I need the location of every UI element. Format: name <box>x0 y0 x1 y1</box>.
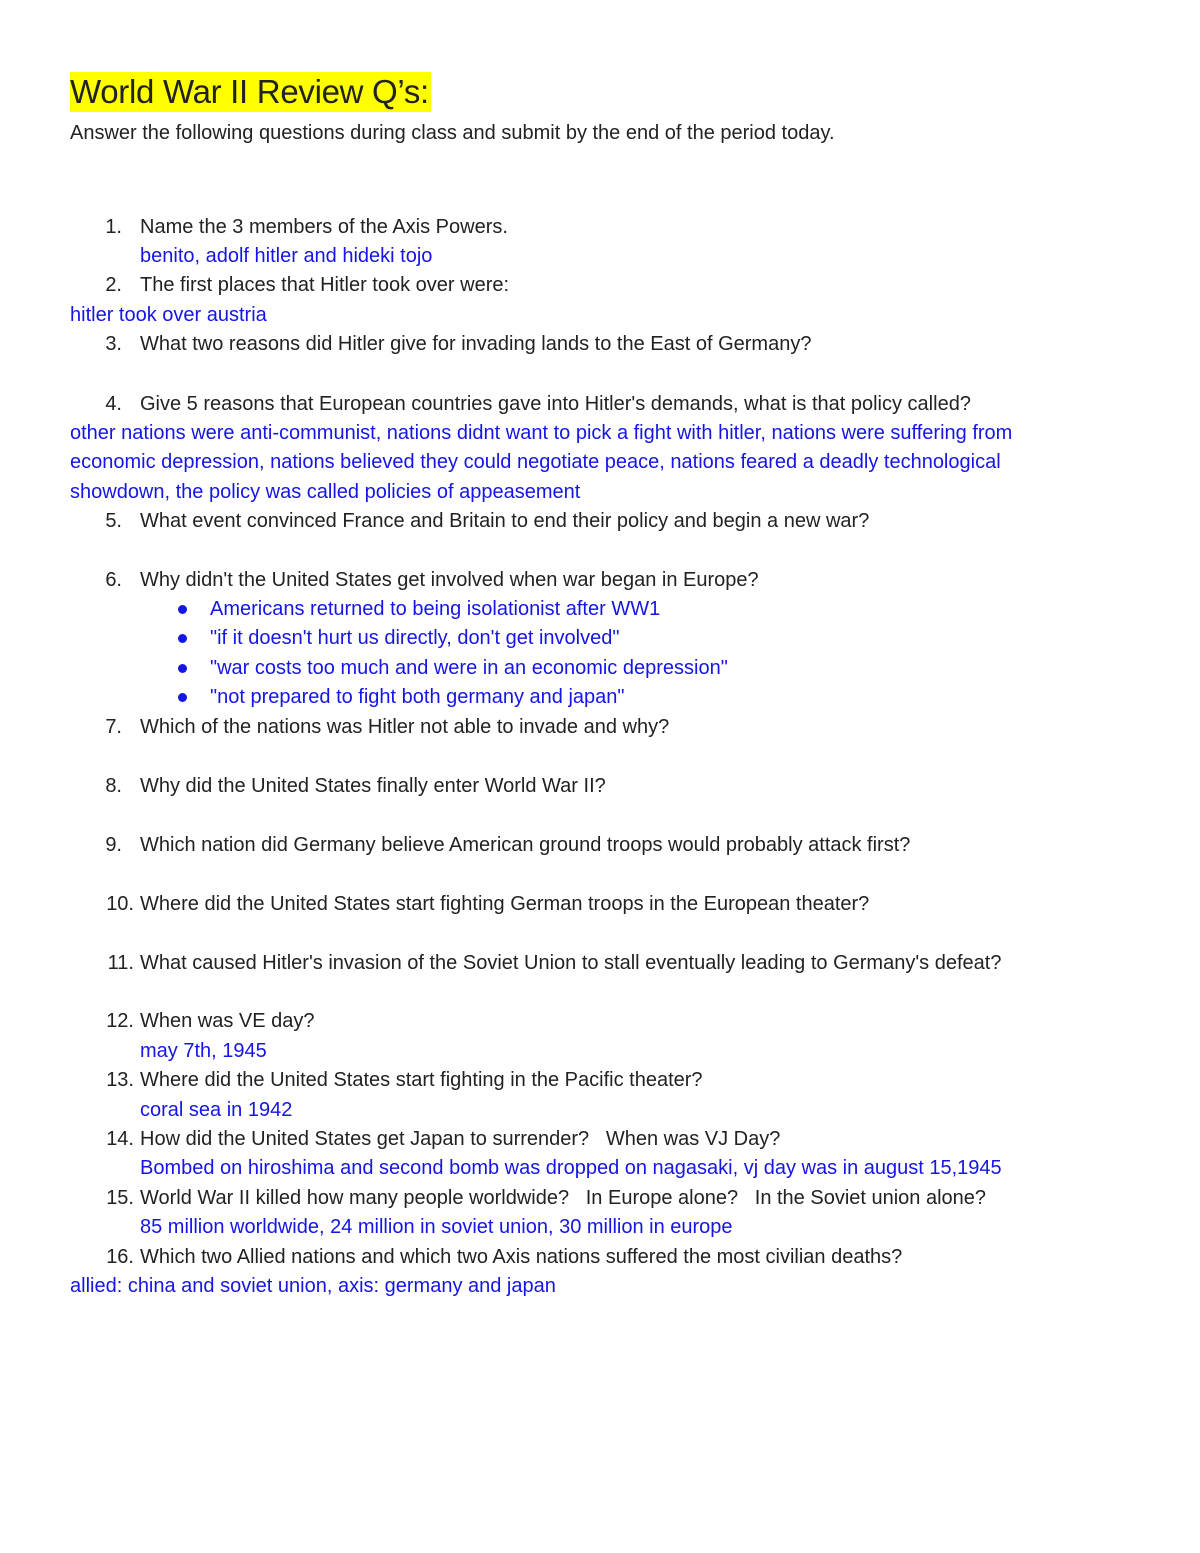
question-text: What event convinced France and Britain to end their policy and begin a new war? <box>140 510 870 532</box>
question-number: 1. <box>105 216 122 238</box>
question-text: What caused Hitler's invasion of the Soviet Union to stall eventually leading to Germany's defeat? <box>140 952 1002 974</box>
answer-16: allied: china and soviet union, axis: germany and japan <box>70 1275 556 1297</box>
answer-12: may 7th, 1945 <box>140 1040 267 1062</box>
question-number: 7. <box>105 716 122 738</box>
question-number: 8. <box>105 775 122 797</box>
bullet-icon <box>178 693 187 702</box>
question-text: Which two Allied nations and which two Axis nations suffered the most civilian deaths? <box>140 1246 903 1268</box>
question-number: 13. <box>106 1069 134 1091</box>
question-text: World War II killed how many people worldwide? In Europe alone? In the Soviet union alone? <box>140 1187 987 1209</box>
question-number: 2. <box>105 274 122 296</box>
answer-4-line-3: showdown, the policy was called policies of appeasement <box>70 481 581 503</box>
answer-13: coral sea in 1942 <box>140 1099 293 1121</box>
answer-1: benito, adolf hitler and hideki tojo <box>140 245 433 267</box>
question-number: 5. <box>105 510 122 532</box>
question-text: Which nation did Germany believe American ground troops would probably attack first? <box>140 834 911 856</box>
question-number: 3. <box>105 333 122 355</box>
answer-6-bullet-4: "not prepared to fight both germany and japan" <box>210 686 625 708</box>
question-number: 11. <box>107 952 134 974</box>
question-number: 15. <box>106 1187 134 1209</box>
question-text: How did the United States get Japan to surrender? When was VJ Day? <box>140 1128 781 1150</box>
question-number: 6. <box>105 569 122 591</box>
bullet-icon <box>178 664 187 673</box>
question-number: 12. <box>106 1010 134 1032</box>
question-text: Where did the United States start fighting German troops in the European theater? <box>140 893 870 915</box>
question-number: 16. <box>106 1246 134 1268</box>
question-text: Give 5 reasons that European countries gave into Hitler's demands, what is that policy called? <box>140 393 971 415</box>
question-number: 9. <box>105 834 122 856</box>
page-title: World War II Review Q’s: <box>70 73 429 110</box>
answer-4-line-1: other nations were anti-communist, nations didnt want to pick a fight with hitler, nations were suffering from <box>70 422 1013 444</box>
question-text: Why did the United States finally enter World War II? <box>140 775 606 797</box>
answer-2: hitler took over austria <box>70 304 267 326</box>
question-text: What two reasons did Hitler give for invading lands to the East of Germany? <box>140 333 812 355</box>
question-text: Name the 3 members of the Axis Powers. <box>140 216 508 238</box>
answer-6-bullet-2: "if it doesn't hurt us directly, don't get involved" <box>210 627 620 649</box>
bullet-icon <box>178 605 187 614</box>
answer-6-bullet-1: Americans returned to being isolationist after WW1 <box>210 598 661 620</box>
question-text: Why didn't the United States get involved when war began in Europe? <box>140 569 759 591</box>
question-number: 4. <box>105 393 122 415</box>
answer-14: Bombed on hiroshima and second bomb was dropped on nagasaki, vj day was in august 15,1945 <box>140 1157 1002 1179</box>
question-number: 10. <box>106 893 134 915</box>
question-text: The first places that Hitler took over were: <box>140 274 510 296</box>
question-number: 14. <box>106 1128 134 1150</box>
question-text: Where did the United States start fighting in the Pacific theater? <box>140 1069 703 1091</box>
instructions: Answer the following questions during class and submit by the end of the period today. <box>70 122 835 144</box>
answer-15: 85 million worldwide, 24 million in soviet union, 30 million in europe <box>140 1216 733 1238</box>
question-text: When was VE day? <box>140 1010 315 1032</box>
answer-4-line-2: economic depression, nations believed they could negotiate peace, nations feared a deadly technological <box>70 451 1001 473</box>
question-text: Which of the nations was Hitler not able to invade and why? <box>140 716 670 738</box>
bullet-icon <box>178 634 187 643</box>
answer-6-bullet-3: "war costs too much and were in an economic depression" <box>210 657 728 679</box>
